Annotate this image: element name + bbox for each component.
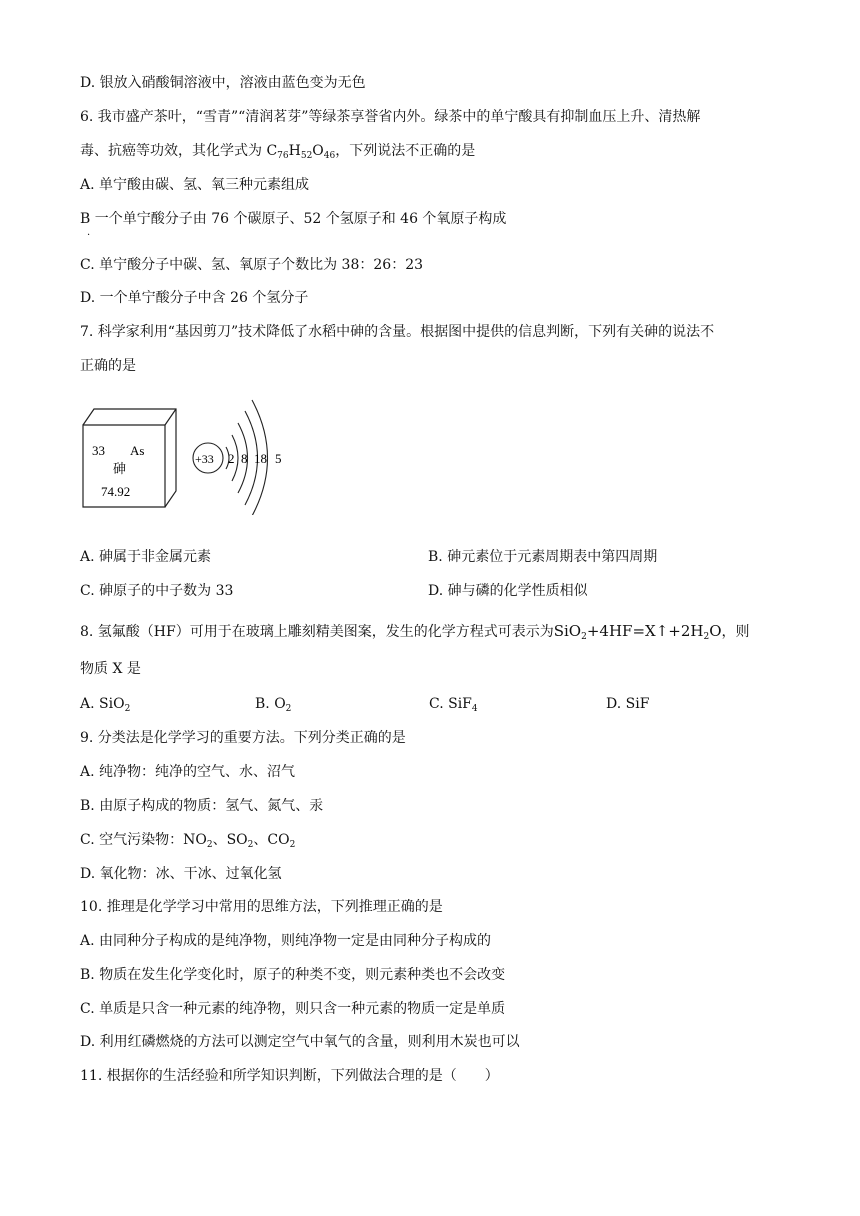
q8-stem-tail: ，则 (721, 624, 750, 640)
eq-part-3: O (709, 622, 722, 640)
q10-option-c: C. 单质是只含一种元素的纯净物，则只含一种元素的物质一定是单质 (80, 1001, 506, 1017)
q8-equation (554, 622, 722, 640)
q7-option-a: A. 砷属于非金属元素 (80, 549, 212, 565)
q5-option-d: D. 银放入硝酸铜溶液中，溶液由蓝色变为无色 (80, 75, 366, 91)
arsenic-figure-svg (80, 395, 300, 515)
q6-stem-line1: 6. 我市盛产茶叶，“雪青”“清润茗芽”等绿茶享誉省内外。绿茶中的单宁酸具有抑制血压上升、清热解 (80, 109, 701, 125)
q8-option-c-sub: 4 (471, 704, 478, 714)
q6-option-d: D. 一个单宁酸分子中含 26 个氢分子 (80, 290, 309, 306)
q7-option-c: C. 砷原子的中子数为 33 (80, 583, 234, 599)
q6-stem-text: 毒、抗癌等功效，其化学式为 C (80, 143, 278, 159)
q6-option-a: A. 单宁酸由碳、氢、氧三种元素组成 (80, 177, 310, 193)
element-mass: 74.92 (101, 484, 131, 499)
q8-option-b (255, 695, 291, 713)
q7-option-b: B. 砷元素位于元素周期表中第四周期 (428, 549, 658, 565)
q9-option-c (80, 831, 295, 849)
shell-2-electrons: 8 (241, 451, 248, 466)
q10-option-a: A. 由同种分子构成的是纯净物，则纯净物一定是由同种分子构成的 (80, 933, 492, 949)
q9-sub-3: 2 (289, 840, 296, 850)
shell-1-electrons: 2 (228, 451, 235, 466)
q8-option-c-text: C. SiF (429, 696, 472, 712)
q11-stem: 11. 根据你的生活经验和所学知识判断，下列做法合理的是（ ） (80, 1068, 499, 1084)
eq-sub-2: 2 (703, 632, 710, 642)
shell-4-electrons: 5 (275, 451, 282, 466)
q9-option-c-b: 、SO (212, 832, 248, 848)
q9-option-c-c: 、CO (253, 832, 290, 848)
q8-option-a-text: A. SiO (80, 696, 125, 712)
shell-3-electrons: 18 (254, 451, 267, 466)
q8-option-b-text: B. O (255, 696, 286, 712)
formula-h: H (288, 143, 301, 159)
q9-sub-1: 2 (206, 840, 213, 850)
arsenic-figure (80, 395, 300, 515)
formula-sub-o: 46 (323, 151, 336, 161)
q9-stem: 9. 分类法是化学学习的重要方法。下列分类正确的是 (80, 730, 406, 746)
q10-option-b: B. 物质在发生化学变化时，原子的种类不变，则元素种类也不会改变 (80, 967, 506, 983)
q8-stem-line2: 物质 X 是 (80, 661, 141, 677)
q6-stem-tail: ，下列说法不正确的是 (335, 143, 476, 159)
element-symbol: As (130, 443, 145, 458)
q6-option-b: B 一个单宁酸分子由 76 个碳原子、52 个氢原子和 46 个氧原子构成 (80, 211, 507, 227)
q8-option-a-sub: 2 (124, 704, 131, 714)
q8-option-d: D. SiF (606, 696, 650, 712)
eq-part-2: +4HF=X↑+2H (586, 622, 704, 640)
q8-stem-line1 (80, 622, 750, 641)
formula-sub-h: 52 (300, 151, 313, 161)
q10-option-d: D. 利用红磷燃烧的方法可以测定空气中氧气的含量，则利用木炭也可以 (80, 1034, 520, 1050)
q6-stem-line2 (80, 142, 475, 160)
q10-stem: 10. 推理是化学学习中常用的思维方法，下列推理正确的是 (80, 899, 443, 915)
q9-sub-2: 2 (247, 840, 254, 850)
eq-part-1: SiO (553, 622, 582, 640)
q9-option-b: B. 由原子构成的物质：氢气、氮气、汞 (80, 798, 324, 814)
q6-option-c: C. 单宁酸分子中碳、氢、氧原子个数比为 38：26：23 (80, 257, 424, 273)
nucleus-charge: +33 (195, 452, 214, 466)
element-name: 砷 (113, 462, 127, 477)
q9-option-a: A. 纯净物：纯净的空气、水、沼气 (80, 764, 296, 780)
q7-stem-line2: 正确的是 (80, 358, 136, 374)
formula-sub-c: 76 (277, 151, 289, 161)
q6-option-b-dot: · (87, 230, 91, 241)
eq-sub-1: 2 (581, 632, 587, 642)
q7-stem-line1: 7. 科学家利用“基因剪刀”技术降低了水稻中砷的含量。根据图中提供的信息判断，下列有关砷的说法不 (80, 324, 715, 340)
q8-option-a (80, 695, 130, 713)
formula-o: O (312, 143, 324, 159)
q8-option-c (429, 695, 478, 713)
q8-stem-text: 8. 氢氟酸（HF）可用于在玻璃上雕刻精美图案，发生的化学方程式可表示为 (80, 624, 554, 640)
q8-option-b-sub: 2 (285, 704, 292, 714)
q9-option-d: D. 氧化物：冰、干冰、过氧化氢 (80, 866, 282, 882)
q9-option-c-a: C. 空气污染物：NO (80, 832, 207, 848)
q7-option-d: D. 砷与磷的化学性质相似 (428, 583, 588, 599)
element-number: 33 (92, 443, 105, 458)
